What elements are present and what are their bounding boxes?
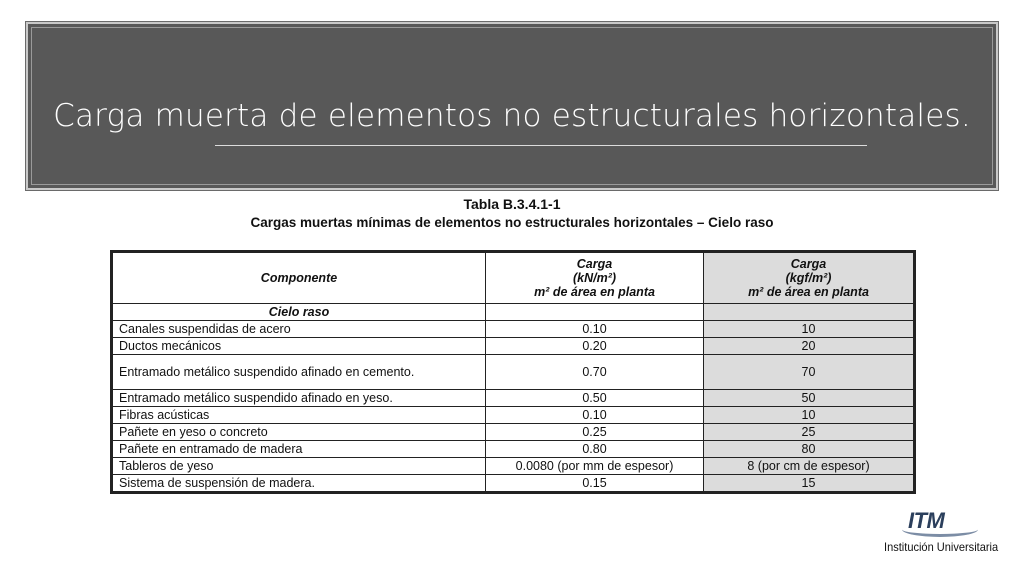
- table-row: [112, 441, 915, 458]
- cell-kn: 0.20: [486, 338, 704, 355]
- header-carga-kgf: [704, 252, 915, 304]
- section-empty-cell: [486, 304, 704, 321]
- cell-kgf: 15: [704, 475, 915, 493]
- table-row: [112, 355, 915, 390]
- cell-componente: Fibras acústicas: [112, 407, 486, 424]
- cell-kgf: 10: [704, 321, 915, 338]
- cell-componente: Canales suspendidas de acero: [112, 321, 486, 338]
- table-number: Tabla B.3.4.1-1: [463, 196, 561, 212]
- cell-kn: 0.15: [486, 475, 704, 493]
- header-carga-kgf-title: Carga: [790, 257, 827, 271]
- cell-componente: Sistema de suspensión de madera.: [112, 475, 486, 493]
- header-carga-kn-basis: m² de área en planta: [534, 285, 655, 299]
- cell-kgf: 50: [704, 390, 915, 407]
- cell-kn: 0.25: [486, 424, 704, 441]
- table-row: [112, 475, 915, 493]
- cell-kn: 0.10: [486, 407, 704, 424]
- cell-kn: 0.70: [486, 355, 704, 390]
- logo-mark: ITM: [908, 508, 945, 533]
- title-underline: [215, 145, 867, 146]
- cell-componente: Entramado metálico suspendido afinado en cemento.: [112, 355, 486, 390]
- table-caption: Cargas muertas mínimas de elementos no estructurales horizontales – Cielo raso: [250, 215, 774, 230]
- cell-kgf: 70: [704, 355, 915, 390]
- header-componente: Componente: [112, 252, 486, 304]
- section-empty-cell: [704, 304, 915, 321]
- table-row: [112, 390, 915, 407]
- table-row: [112, 458, 915, 475]
- itm-logo: [880, 500, 1010, 570]
- cell-kn: 0.80: [486, 441, 704, 458]
- cell-componente: Pañete en entramado de madera: [112, 441, 486, 458]
- table-row: [112, 321, 915, 338]
- cell-kgf: 10: [704, 407, 915, 424]
- cell-kn: 0.10: [486, 321, 704, 338]
- cell-kn: 0.0080 (por mm de espesor): [486, 458, 704, 475]
- header-carga-kn-title: Carga: [576, 257, 613, 271]
- cell-kgf: 20: [704, 338, 915, 355]
- cell-componente: Pañete en yeso o concreto: [112, 424, 486, 441]
- slide-title: Carga muerta de elementos no estructurales horizontales.: [53, 98, 971, 134]
- header-carga-kgf-unit: (kgf/m²): [785, 271, 832, 285]
- cell-kgf: 80: [704, 441, 915, 458]
- cell-kgf: 25: [704, 424, 915, 441]
- cell-componente: Tableros de yeso: [112, 458, 486, 475]
- table-row: [112, 424, 915, 441]
- section-row: [112, 304, 915, 321]
- cell-kgf: 8 (por cm de espesor): [704, 458, 915, 475]
- cell-componente: Ductos mecánicos: [112, 338, 486, 355]
- table-row: [112, 338, 915, 355]
- cell-kn: 0.50: [486, 390, 704, 407]
- logo-text: Institución Universitaria: [884, 540, 999, 554]
- title-banner: [26, 22, 998, 190]
- header-carga-kgf-basis: m² de área en planta: [748, 285, 869, 299]
- header-carga-kn: [486, 252, 704, 304]
- header-carga-kn-unit: (kN/m²): [572, 271, 617, 285]
- table-header-row: [112, 252, 915, 304]
- table-row: [112, 407, 915, 424]
- cell-componente: Entramado metálico suspendido afinado en yeso.: [112, 390, 486, 407]
- loads-table: [110, 250, 916, 494]
- section-label: Cielo raso: [112, 304, 486, 321]
